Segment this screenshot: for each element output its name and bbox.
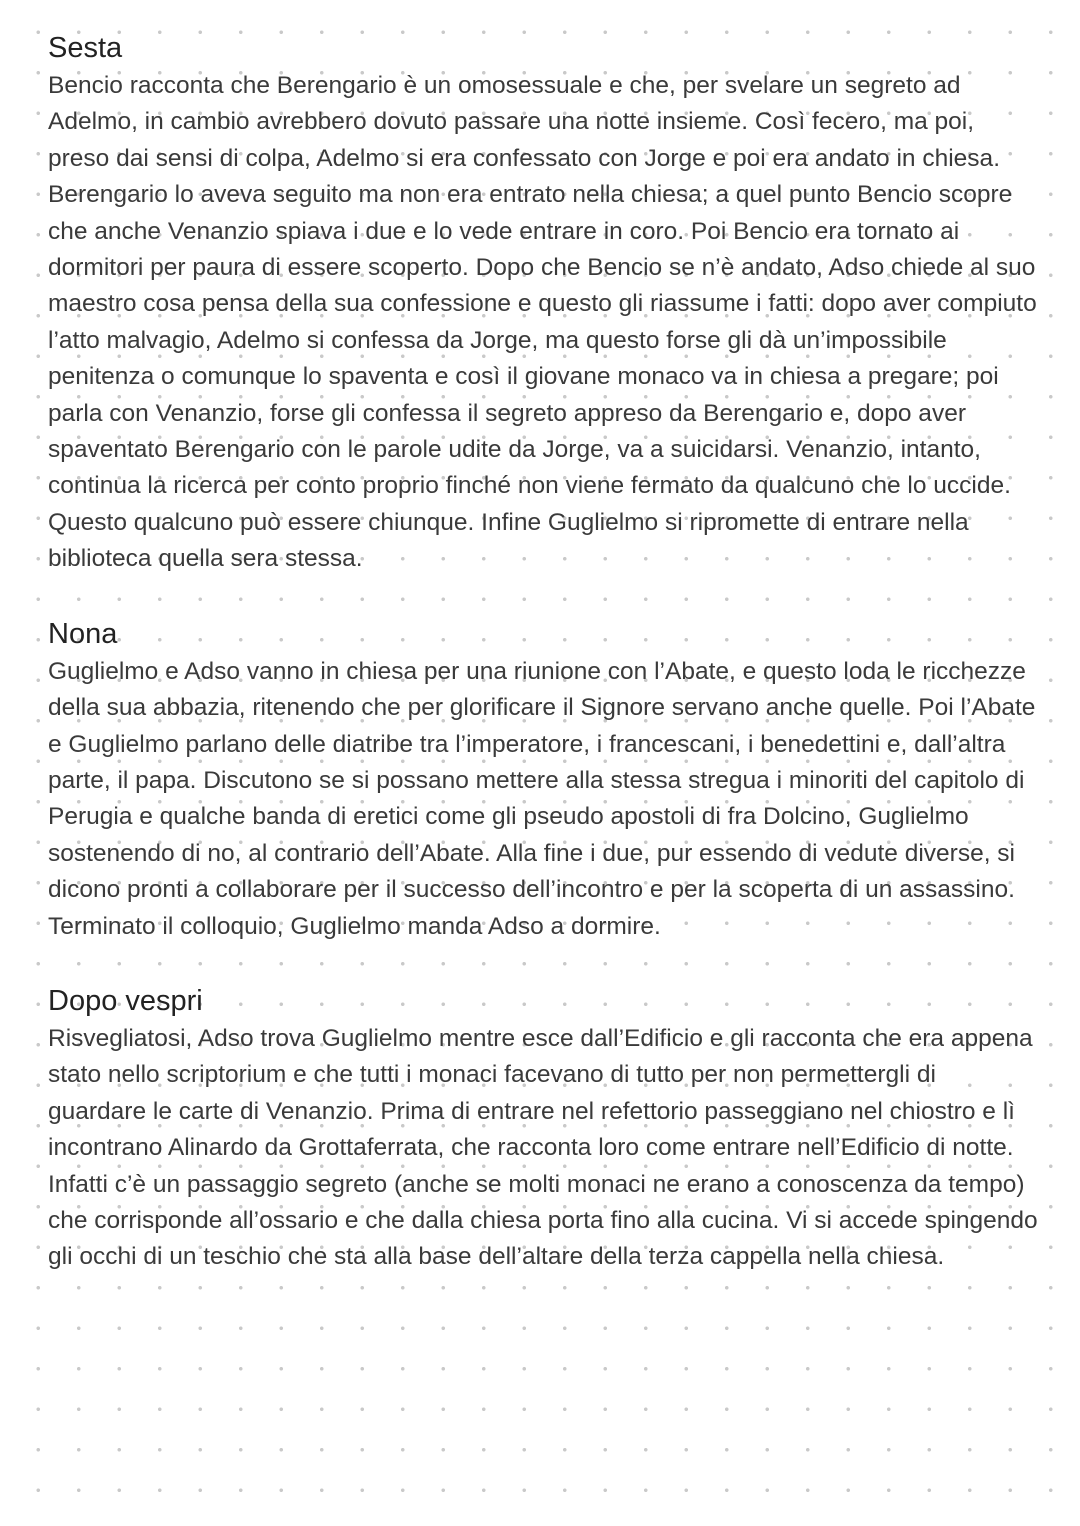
section-dopo-vespri	[48, 981, 1038, 1276]
section-paragraph: Bencio racconta che Berengario è un omosessuale e che, per svelare un segreto ad Adelmo, in cambio avrebbero dovuto passare una notte insieme. Così fecero, ma poi, preso dai sensi di colpa, Adelmo si era confessato con Jorge e poi era andato in chiesa. Berengario lo aveva seguito ma non era entrato nella chiesa; a quel punto Bencio scopre che anche Venanzio spiava i due e lo vede entrare in coro. Poi Bencio era tornato ai dormitori per paura di essere scoperto. Dopo che Bencio se n’è andato, Adso chiede al suo maestro cosa pensa della sua confessione e questo gli riassume i fatti: dopo aver compiuto l’atto malvagio, Adelmo si confessa da Jorge, ma questo forse gli dà un’impossibile penitenza o comunque lo spaventa e così il giovane monaco va in chiesa a pregare; poi parla con Venanzio, forse gli confessa il segreto appreso da Berengario e, dopo aver spaventato Berengario con le parole udite da Jorge, va a suicidarsi. Venanzio, intanto, continua la ricerca per conto proprio finché non viene fermato da qualcuno che lo uccide. Questo qualcuno può essere chiunque. Infine Guglielmo si ripromette di entrare nella biblioteca quella sera stessa.	[48, 72, 1037, 573]
section-paragraph: Guglielmo e Adso vanno in chiesa per una riunione con l’Abate, e questo loda le ricchezze della sua abbazia, ritenendo che per glorificare il Signore servano anche quelle. Poi l’Abate e Guglielmo parlano delle diatribe tra l’imperatore, i francescani, i benedettini e, dall’altra parte, il papa. Discutono se si possano mettere alla stessa stregua i minoriti del capitolo di Perugia e qualche banda di eretici come gli pseudo apostoli di fra Dolcino, Guglielmo sostenendo di no, al contrario dell’Abate. Alla fine i due, pur essendo di vedute diverse, si dicono pronti a collaborare per il successo dell’incontro e per la scoperta di un assassino. Terminato il colloquio, Guglielmo manda Adso a dormire.	[48, 657, 1036, 940]
section-heading: Sesta	[48, 32, 123, 64]
section-heading: Nona	[48, 617, 118, 650]
section-paragraph: Risvegliatosi, Adso trova Guglielmo mentre esce dall’Edificio e gli racconta che era appena stato nello scriptorium e che tutti i monaci facevano di tutto per non permettergli di guardare le carte di Venanzio. Prima di entrare nel refettorio passeggiano nel chiostro e lì incontrano Alinardo da Grottaferrata, che racconta loro come entrare nell’Edificio di notte. Infatti c’è un passaggio segreto (anche se molti monaci ne erano a conoscenza da tempo) che corrisponde all’ossario e che dalla chiesa porta fino alla cucina. Vi si accede spingendo gli occhi di un teschio che sta alla base dell’altare della terza cappella nella chiesa.	[48, 1024, 1038, 1271]
section-nona	[48, 614, 1038, 945]
section-sesta	[48, 28, 1038, 578]
section-heading: Dopo vespri	[48, 984, 203, 1017]
notes-page	[48, 28, 1038, 1276]
